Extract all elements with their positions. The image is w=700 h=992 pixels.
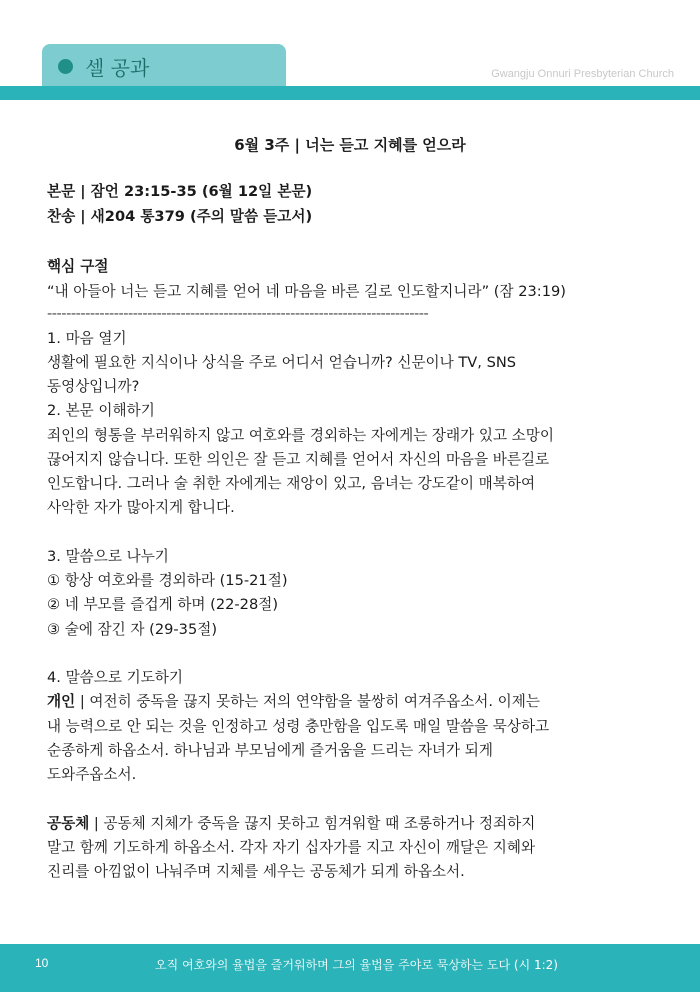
key-verse-heading: 핵심 구절 [47,258,109,275]
section-title: 셀 공과 [85,56,150,80]
section-1-line: 동영상입니까? [47,378,140,395]
personal-prayer-line: 순종하게 하옵소서. 하나님과 부모님에게 즐거움을 드리는 자녀가 되게 [47,742,493,759]
church-name: Gwangju Onnuri Presbyterian Church [491,68,674,80]
section-4-heading: 4. 말씀으로 기도하기 [47,669,183,686]
section-1-line: 생활에 필요한 지식이나 상식을 주로 어디서 얻습니까? 신문이나 TV, SNS [47,354,517,371]
section-3-item: ② 네 부모를 즐겁게 하며 (22-28절) [47,596,279,613]
section-3-item: ① 항상 여호와를 경외하라 (15-21절) [47,572,288,589]
personal-prayer-line: 내 능력으로 안 되는 것을 인정하고 성령 충만함을 입도록 매일 말씀을 묵상하고 [47,718,550,735]
community-prayer-line: 진리를 아낌없이 나눠주며 지체를 세우는 공동체가 되게 하옵소서. [47,863,465,880]
section-3-item: ③ 술에 잠긴 자 (29-35절) [47,621,218,638]
personal-label: 개인 [47,693,76,710]
section-2-heading: 2. 본문 이해하기 [47,402,155,419]
section-2-line: 인도합니다. 그러나 술 취한 자에게는 재앙이 있고, 음녀는 강도같이 매복하여 [47,475,536,492]
key-verse: “내 아들아 너는 듣고 지혜를 얻어 네 마음을 바른 길로 인도할지니라” (잠 23:19) [47,283,566,300]
header-band [0,86,700,100]
section-2-line: 끊어지지 않습니다. 또한 의인은 잘 듣고 지혜를 얻어서 자신의 마음을 바른길로 [47,451,550,468]
personal-prayer-text: | 여전히 중독을 끊지 못하는 저의 연약함을 불쌍히 여겨주옵소서. 이제는 [75,693,540,710]
section-2-line: 죄인의 형통을 부러워하지 않고 여호와를 경외하는 자에게는 장래가 있고 소망이 [47,427,554,444]
personal-prayer-first-line [47,690,540,714]
personal-prayer-line: 도와주옵소서. [47,766,137,783]
community-prayer-first-line [47,812,535,836]
footer-verse: 오직 여호와의 율법을 즐거워하며 그의 율법을 주야로 묵상하는 도다 (시 1:2) [155,958,558,972]
hymn-reference: 찬송 | 새204 통379 (주의 말씀 듣고서) [47,208,313,225]
community-prayer-text: | 공동체 지체가 중독을 끊지 못하고 힘겨워할 때 조롱하거나 정죄하지 [89,815,536,832]
community-label: 공동체 [47,815,90,832]
header-tab [42,44,286,88]
divider: -------------------------------------------------------------------------------- [47,305,429,322]
lesson-title: 6월 3주 | 너는 듣고 지혜를 얻으라 [234,136,466,154]
section-2-line: 사악한 자가 많아지게 합니다. [47,499,235,516]
community-prayer-line: 말고 함께 기도하게 하옵소서. 각자 자기 십자가를 지고 자신이 깨달은 지혜와 [47,839,536,856]
section-3-heading: 3. 말씀으로 나누기 [47,548,169,565]
section-1-heading: 1. 마음 열기 [47,330,127,347]
scripture-reference: 본문 | 잠언 23:15-35 (6월 12일 본문) [47,183,313,200]
bullet-dot-icon [58,59,73,74]
page-number: 10 [35,956,49,970]
